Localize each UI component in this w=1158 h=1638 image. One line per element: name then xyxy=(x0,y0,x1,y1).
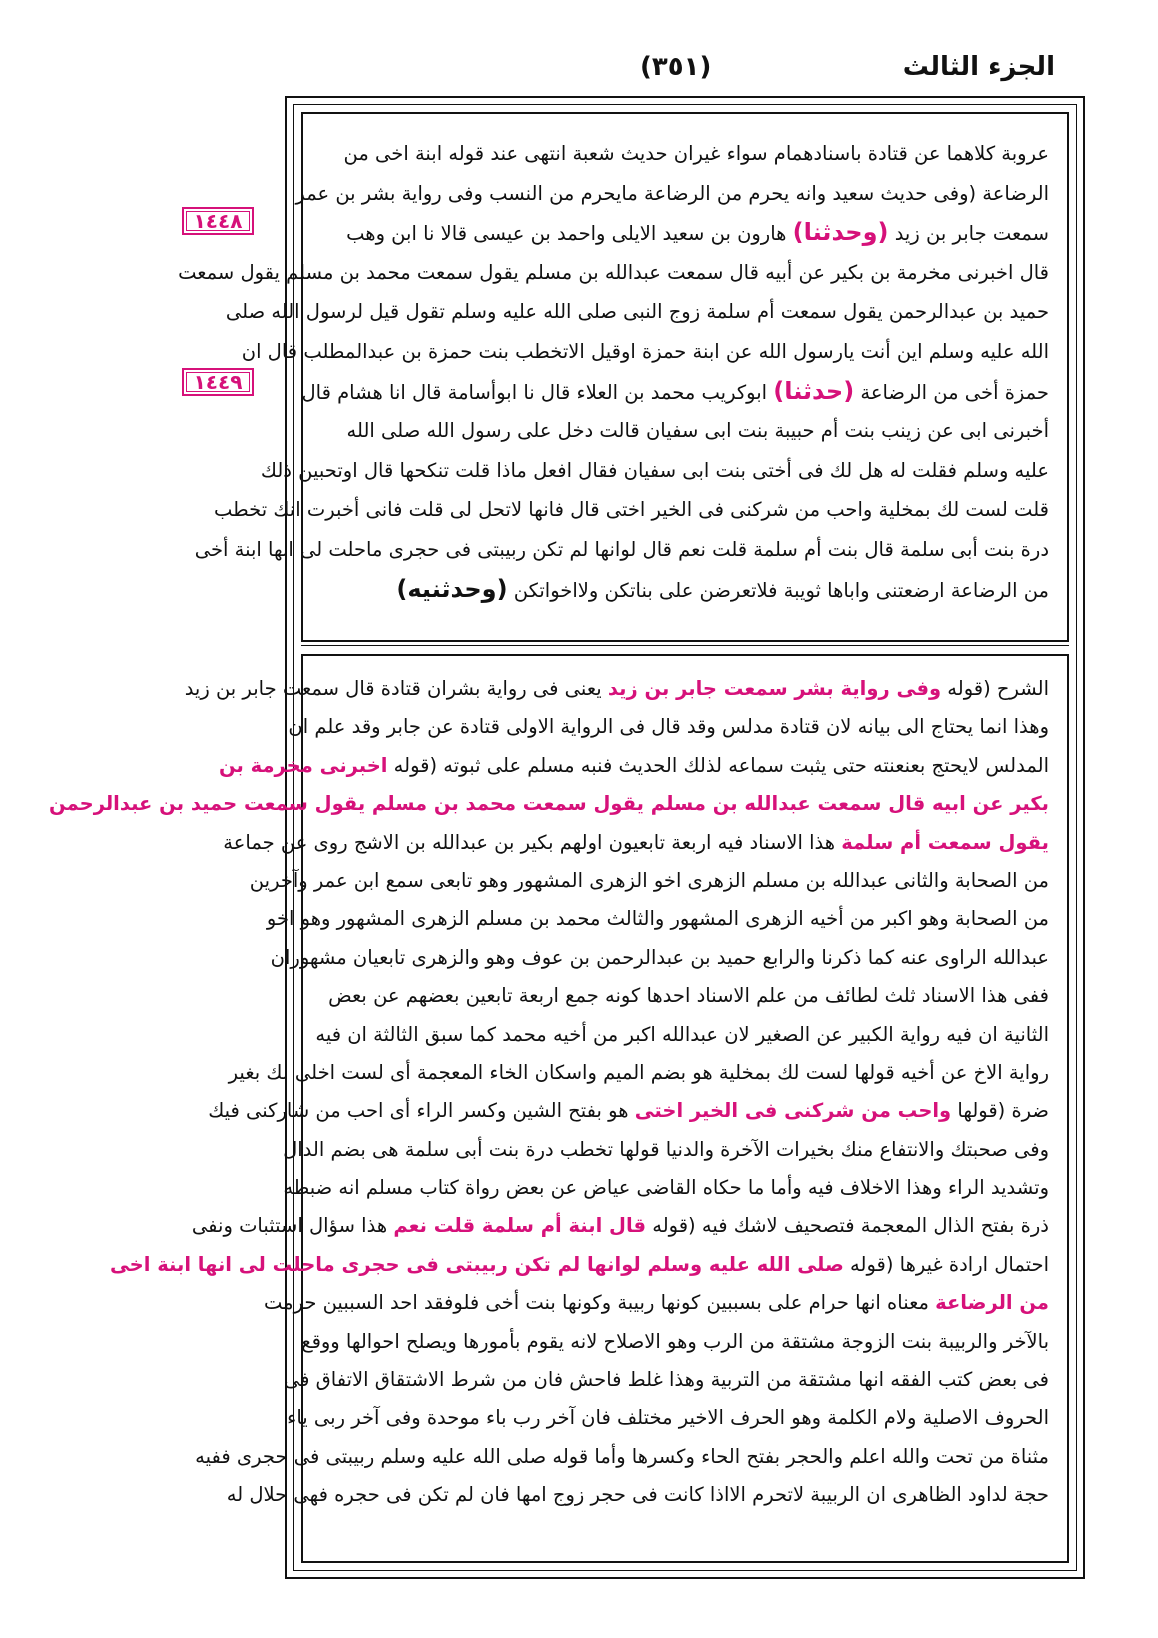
text-segment: من الصحابة والثانى عبدالله بن مسلم الزهرى اخو الزهرى المشهور وهو تابعى سمع ابن عمر وآخرين xyxy=(249,868,1049,892)
text-segment: بالآخر والربيبة بنت الزوجة مشتقة من الرب وهو الاصلاح لانه يقوم بأمورها ويصلح احوالها ووقع xyxy=(301,1329,1049,1353)
text-segment: الثانية ان فيه رواية الكبير عن الصغير لان عبدالله اكبر من أخيه محمد كما سبق الثالثة ان فيه xyxy=(315,1022,1049,1046)
highlighted-text: وفى رواية بشر سمعت جابر بن زيد xyxy=(607,677,942,700)
text-segment: وهذا انما يحتاج الى بيانه لان قتادة مدلس وقد قال فى الرواية الاولى قتادة عن جابر وقد علم ان xyxy=(288,715,1049,739)
text-segment: (وحدثنيه) xyxy=(396,574,508,603)
text-segment: عروبة كلاهما عن قتادة باسنادهمام سواء غيران حديث شعبة انتهى عند قوله ابنة اخى من xyxy=(343,142,1049,165)
text-segment: هذا سؤال استثبات ونفى xyxy=(191,1214,394,1238)
text-segment: حجة لداود الظاهرى ان الربيبة لاتحرم الااذا كانت فى حجر زوج امها فان لم تكن فى حجره فهى حلال له xyxy=(226,1483,1049,1507)
commentary-line xyxy=(249,862,1049,900)
text-segment: ضرة (قولها xyxy=(951,1099,1049,1123)
hadith-line xyxy=(194,530,1049,570)
page-number: (٣٥١) xyxy=(640,52,712,82)
commentary-line xyxy=(226,1476,1049,1514)
highlighted-text: واحب من شركنى فى الخير اختى xyxy=(634,1099,952,1123)
hadith-line xyxy=(225,292,1049,332)
text-segment: درة بنت أبى سلمة قال بنت أم سلمة قلت نعم قال لوانها لم تكن ربيبتى فى حجرى ماحلت لى انها ابنة أخى xyxy=(194,537,1049,561)
text-segment: عليه وسلم فقلت له هل لك فى أختى بنت ابى سفيان فقال افعل ماذا قلت تنكحها قال اوتحبين ذلك xyxy=(260,458,1049,482)
commentary-line xyxy=(195,1438,1049,1476)
hadith-line xyxy=(321,570,1049,610)
highlighted-text: من الرضاعة xyxy=(935,1291,1049,1315)
commentary-line xyxy=(270,939,1049,977)
text-segment: الشرح (قوله xyxy=(941,677,1049,700)
hadith-line xyxy=(321,213,1049,253)
text-segment: من الصحابة وهو اكبر من أخيه الزهرى المشهور والثالث محمد بن مسلم الزهرى المشهور وهو اخو xyxy=(266,907,1049,931)
text-segment: ففى هذا الاسناد ثلث لطائف من علم الاسناد احدها كونه جمع اربعة تابعين بعضهم عن بعض xyxy=(328,984,1049,1008)
hadith-line xyxy=(321,134,1049,174)
text-segment: سمعت جابر بن زيد xyxy=(888,222,1049,246)
text-segment: رواية الاخ عن أخيه قولها لست لك بمخلية هو بضم الميم واسكان الخاء المعجمة أى لست اخلى لك بغير xyxy=(228,1060,1049,1084)
hadith-line xyxy=(260,451,1049,491)
text-segment: ابوكريب محمد بن العلاء قال نا ابوأسامة قال انا هشام قال xyxy=(301,380,774,404)
highlighted-text: يقول سمعت أم سلمة xyxy=(841,830,1049,854)
text-segment: وفى صحبتك والانتفاع منك بخيرات الآخرة والدنيا قولها تخطب درة بنت أبى سلمة هى بضم الدال xyxy=(283,1137,1049,1161)
page-header xyxy=(285,48,1085,92)
text-segment: هذا الاسناد فيه اربعة تابعيون اولهم بكير بن عبدالله بن الاشج روى عن جماعة xyxy=(223,830,842,854)
section-divider xyxy=(301,645,1069,646)
text-segment: قلت لست لك بمخلية واحب من شركنى فى الخير اختى قال فانها لاتحل لى قلت فانى أخبرت انك تخطب xyxy=(214,498,1049,522)
commentary-box xyxy=(49,654,1069,1563)
text-segment: يعنى فى رواية بشران قتادة قال سمعت جابر بن زيد xyxy=(184,677,608,700)
text-segment: هارون بن سعيد الايلى واحمد بن عيسى قالا نا ابن وهب xyxy=(346,222,793,246)
commentary-line xyxy=(223,824,1049,862)
text-segment: الرضاعة (وفى حديث سعيد وانه يحرم من الرضاعة مايحرم من النسب وفى رواية بشر بن عمر xyxy=(295,181,1049,205)
commentary-line xyxy=(208,1092,1049,1130)
text-segment: قال اخبرنى مخرمة بن بكير عن أبيه قال سمعت عبدالله بن مسلم يقول سمعت محمد بن مسلم يقول سمعت xyxy=(178,260,1049,284)
volume-title: الجزء الثالث xyxy=(902,52,1055,82)
hadith-line xyxy=(178,253,1049,293)
text-segment: الله عليه وسلم اين أنت يارسول الله عن ابنة حمزة اوقيل الاتخطب بنت حمزة بن عبدالمطلب قال ان xyxy=(241,339,1049,363)
text-segment: المدلس لايحتج بعنعنته حتى يثبت سماعه لذلك الحديث فنبه مسلم على ثبوته (قوله xyxy=(387,753,1049,777)
commentary-line xyxy=(184,670,1049,708)
commentary-text xyxy=(49,670,1049,1515)
hadith-number-1449: ١٤٤٩ xyxy=(182,368,254,396)
text-segment: مثناة من تحت والله اعلم والحجر بفتح الحاء وكسرها وأما قوله صلى الله عليه وسلم ربيبتى فى حجرى ففيه xyxy=(195,1444,1049,1468)
text-segment: احتمال ارادة غيرها (قوله xyxy=(843,1252,1049,1276)
commentary-line xyxy=(315,1016,1049,1054)
commentary-line xyxy=(283,1131,1049,1169)
commentary-line xyxy=(49,785,1049,823)
highlighted-text: قال ابنة أم سلمة قلت نعم xyxy=(393,1214,647,1238)
text-segment: معناه انها حرام على بسببين كونها ربيبة وكونها بنت أخى فلوفقد احد السببين حرمت xyxy=(263,1291,936,1315)
commentary-line xyxy=(301,1323,1049,1361)
commentary-line xyxy=(266,900,1049,938)
commentary-line xyxy=(263,1284,1049,1322)
commentary-line xyxy=(109,1246,1049,1284)
highlighted-text: (حدثنا) xyxy=(773,376,855,405)
text-segment: حميد بن عبدالرحمن يقول سمعت أم سلمة زوج النبى صلى الله عليه وسلم تقول قيل لرسول الله صلى xyxy=(225,300,1049,324)
commentary-line xyxy=(288,708,1049,746)
text-segment: أخبرنى ابى عن زينب بنت أم حبيبة بنت ابى سفيان قالت دخل على رسول الله صلى الله xyxy=(346,419,1049,443)
hadith-line xyxy=(214,490,1049,530)
commentary-line xyxy=(283,1361,1049,1399)
hadith-line xyxy=(321,411,1049,451)
text-segment: الحروف الاصلية ولام الكلمة وهو الحرف الاخير مختلف فان آخر رب باء موحدة وفى آخر ربى ياء xyxy=(287,1406,1049,1430)
text-segment: حمزة أخى من الرضاعة xyxy=(854,380,1049,404)
highlighted-text: بكير عن ابيه قال سمعت عبدالله بن مسلم يقول سمعت محمد بن مسلم يقول سمعت حميد بن عبدالرحمن xyxy=(49,792,1049,816)
hadith-line xyxy=(301,372,1049,412)
highlighted-text: (وحدثنا) xyxy=(792,218,889,247)
highlighted-text: اخبرنى مخرمة بن xyxy=(218,753,388,777)
hadith-line xyxy=(241,332,1049,372)
hadith-line xyxy=(295,174,1049,214)
text-segment: فى بعض كتب الفقه انها مشتقة من التربية وهذا غلط فاحش فان من شرط الاشتقاق الاتفاق فى xyxy=(283,1368,1049,1392)
hadith-number-1448: ١٤٤٨ xyxy=(182,207,254,235)
commentary-line xyxy=(321,977,1049,1015)
commentary-line xyxy=(287,1399,1049,1437)
commentary-line xyxy=(283,1169,1049,1207)
text-segment: هو بفتح الشين وكسر الراء أى احب من شاركنى فيك xyxy=(208,1099,635,1123)
text-segment: وتشديد الراء وهذا الاخلاف فيه وأما ما حكاه القاضى عياض عن بعض رواة كتاب مسلم انه ضبطه xyxy=(283,1176,1049,1200)
commentary-line xyxy=(191,1207,1049,1245)
highlighted-text: صلى الله عليه وسلم لوانها لم تكن ربيبتى فى حجرى ماحلت لى انها ابنة اخى xyxy=(109,1252,844,1276)
commentary-line xyxy=(228,1054,1049,1092)
commentary-line xyxy=(218,747,1049,785)
text-segment: عبدالله الراوى عنه كما ذكرنا والرابع حميد بن عبدالرحمن بن عوف وهو والزهرى تابعيان مشهوران xyxy=(270,945,1049,969)
text-segment: من الرضاعة ارضعتنى واباها ثويبة فلاتعرضن على بناتكن ولااخواتكن xyxy=(507,578,1049,602)
text-segment: ذرة بفتح الذال المعجمة فتصحيف لاشك فيه (قوله xyxy=(646,1214,1049,1238)
